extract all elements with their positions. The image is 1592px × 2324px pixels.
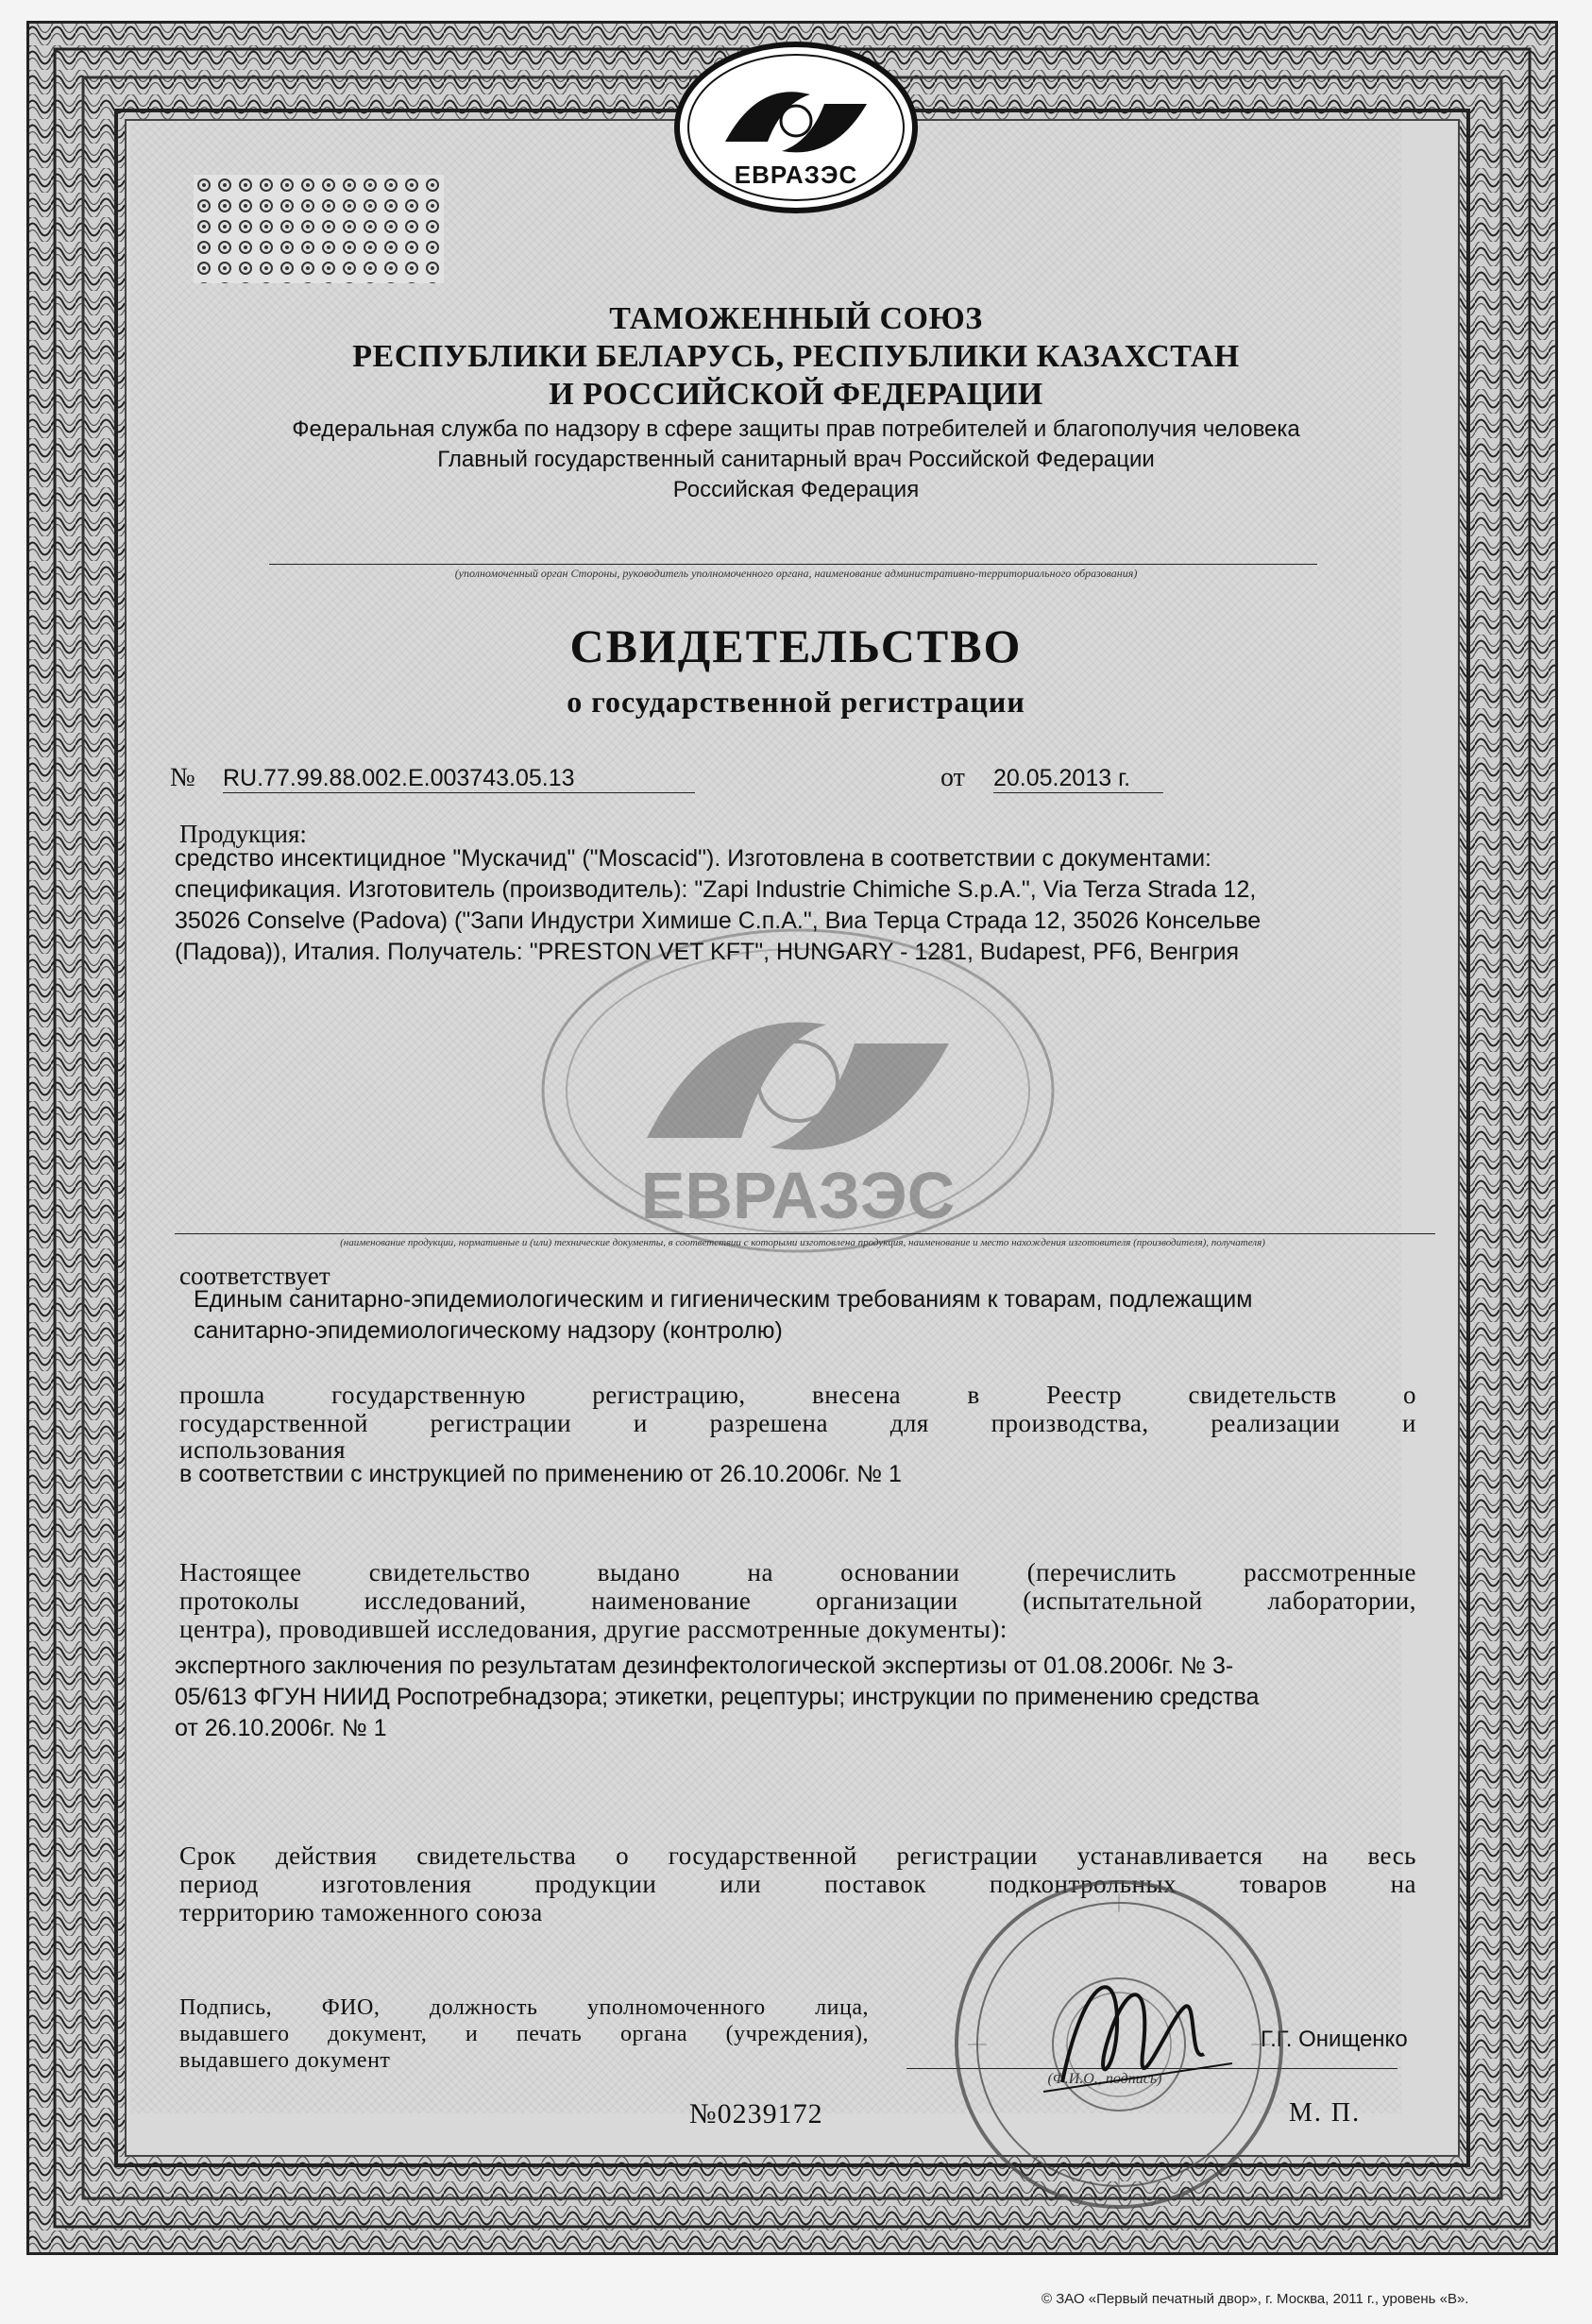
caption-rule [269, 564, 1317, 565]
header-line-1: ТАМОЖЕННЫЙ СОЮЗ [609, 301, 983, 336]
emblem-text: ЕВРАЗЭС [734, 161, 858, 189]
product-line-2: спецификация. Изготовитель (производитель): "Zapi Industrie Chimiche S.p.A.", Via Terza Strada 12, [175, 876, 1257, 903]
evrazes-logo-icon [669, 38, 923, 217]
agency-line-1: Федеральная служба по надзору в сфере защиты прав потребителей и благополучия человека [292, 416, 1300, 442]
agency-line-2: Главный государственный санитарный врач Российской Федерации [437, 447, 1155, 472]
registered-line-3: использования [179, 1435, 347, 1464]
document-title: СВИДЕТЕЛЬСТВО [569, 619, 1023, 672]
validity-line-2: период изготовления продукции или поставок подконтрольных товаров на [179, 1870, 1416, 1898]
signature-line-2: выдавшего документ, и печать органа (учреждения), [179, 2022, 869, 2046]
registered-line-2: государственной регистрации и разрешена для производства, реализации и [179, 1409, 1416, 1437]
watermark-text: ЕВРАЗЭС [640, 1159, 956, 1232]
printer-footer: © ЗАО «Первый печатный двор», г. Москва, 2011 г., уровень «В». [1042, 2291, 1469, 2307]
signature-line-3: выдавшего документ [179, 2048, 391, 2073]
signature-line-1: Подпись, ФИО, должность уполномоченного лица, [179, 1995, 869, 2020]
registered-fill: в соответствии с инструкцией по применению от 26.10.2006г. № 1 [179, 1461, 902, 1487]
product-label: Продукция: [179, 820, 307, 848]
basis-fill-1: экспертного заключения по результатам дезинфектологической экспертизы от 01.08.2006г. № 3- [175, 1653, 1234, 1679]
authority-caption: (уполномоченный орган Стороны, руководитель уполномоченного органа, наименование административно-территориального образования) [454, 567, 1138, 580]
registration-date: 20.05.2013 г. [993, 765, 1163, 793]
validity-line-1: Срок действия свидетельства о государственной регистрации устанавливается на весь [179, 1841, 1416, 1870]
agency-line-3: Российская Федерация [672, 477, 920, 502]
compliance-label: соответствует [179, 1262, 330, 1290]
basis-line-2: протоколы исследований, наименование организации (испытательной лаборатории, [179, 1586, 1416, 1615]
form-number: №0239172 [689, 2098, 823, 2129]
product-rule [175, 1233, 1435, 1234]
product-line-3: 35026 Conselve (Padova) ("Запи Индустри Химише С.п.А.", Виа Терца Страда 12, 35026 Консельве [175, 908, 1262, 934]
signatory-name: Г.Г. Онищенко [1261, 2027, 1408, 2052]
header-line-2: РЕСПУБЛИКИ БЕЛАРУСЬ, РЕСПУБЛИКИ КАЗАХСТАН [352, 339, 1240, 374]
number-label: № [170, 763, 195, 792]
document-subtitle: о государственной регистрации [567, 685, 1025, 719]
validity-line-3: территорию таможенного союза [179, 1898, 543, 1926]
basis-fill-2: 05/613 ФГУН НИИД Роспотребнадзора; этикетки, рецептуры; инструкции по применению средства [175, 1684, 1260, 1710]
watermark-emblem [533, 921, 1062, 1261]
product-line-1: средство инсектицидное "Мускачид" ("Moscacid"). Изготовлена в соответствии с документами: [175, 845, 1211, 872]
basis-fill-3: от 26.10.2006г. № 1 [175, 1715, 387, 1741]
registered-line-1: прошла государственную регистрацию, внесена в Реестр свидетельств о [179, 1381, 1416, 1409]
header-line-3: И РОССИЙСКОЙ ФЕДЕРАЦИИ [549, 377, 1043, 412]
basis-line-1: Настоящее свидетельство выдано на основании (перечислить рассмотренные [179, 1558, 1416, 1586]
registration-number: RU.77.99.88.002.E.003743.05.13 [223, 765, 695, 793]
product-line-4: (Падова)), Италия. Получатель: "PRESTON VET KFT", HUNGARY - 1281, Budapest, PF6, Венгрия [175, 939, 1240, 965]
official-stamp [949, 1874, 1289, 2214]
signature-caption: (Ф.И.О., подпись) [1047, 2071, 1162, 2087]
evrazes-emblem [669, 38, 923, 217]
security-pattern [194, 175, 444, 283]
watermark-logo-icon [533, 921, 1062, 1261]
compliance-line-2: санитарно-эпидемиологическому надзору (контролю) [194, 1317, 783, 1344]
mp-label: М. П. [1289, 2098, 1362, 2128]
date-label: от [940, 763, 965, 792]
compliance-line-1: Единым санитарно-эпидемиологическим и гигиеническим требованиям к товарам, подлежащим [194, 1286, 1253, 1313]
round-seal-icon [949, 1874, 1289, 2214]
basis-line-3: центра), проводившей исследования, другие рассмотренные документы): [179, 1615, 1008, 1643]
product-caption: (наименование продукции, нормативные и (или) технические документы, в соответствии с которыми изготовлена продукция, наименование и место нахождения изготовителя (производителя), получателя) [340, 1237, 1265, 1248]
